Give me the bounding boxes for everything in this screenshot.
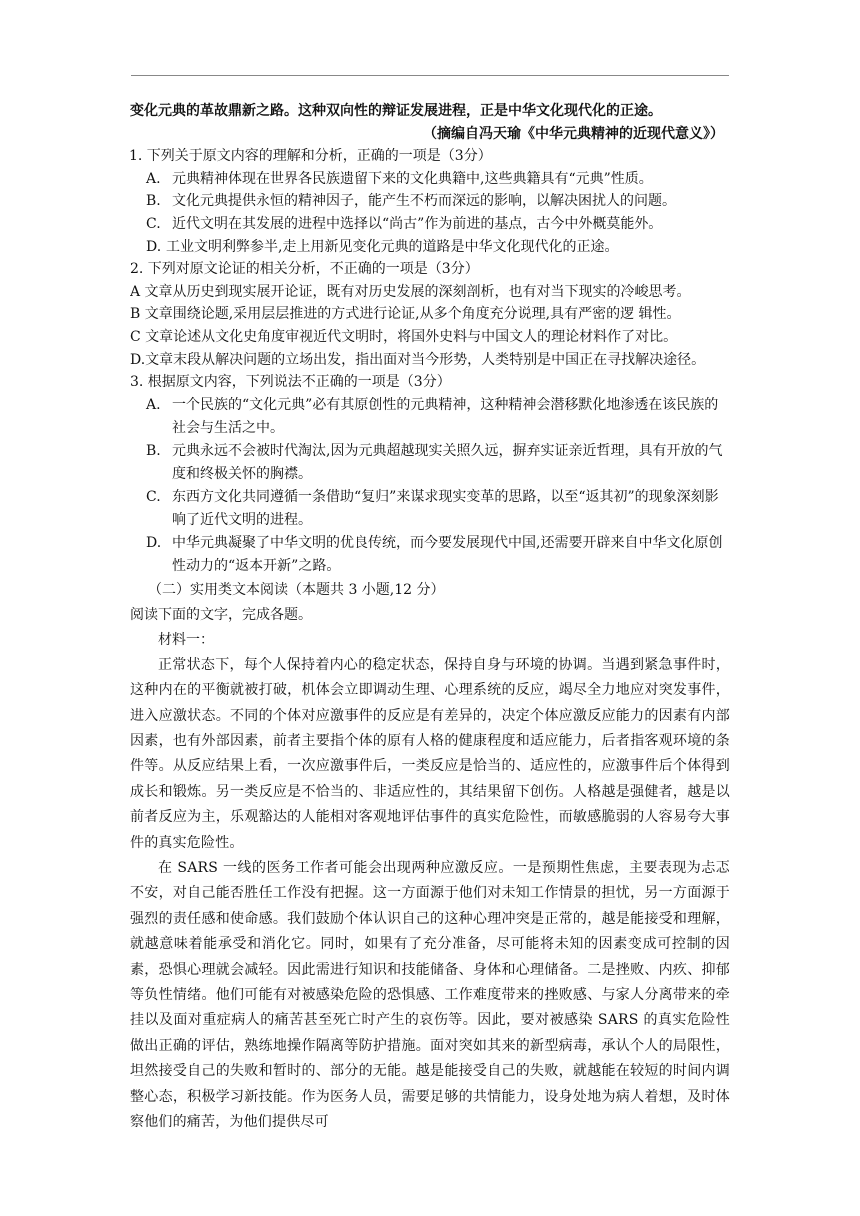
question-2-option-b: B 文章围绕论题,采用层层推进的方式进行论证,从多个角度充分说理,具有严密的逻 辑性。: [130, 306, 681, 323]
material-label: 材料一：: [158, 631, 214, 648]
option-label: B.: [146, 442, 161, 459]
question-3-option-b: [130, 440, 730, 486]
option-text: 一个民族的“文化元典”必有其原创性的元典精神，这种精神会潜移默化地渗透在该民族的社会与生活之中。: [172, 396, 719, 436]
option-text: 元典永远不会被时代淘汰,因为元典超越现实关照久远，摒弃实证亲近哲理，具有开放的气度和终极关怀的胸襟。: [172, 442, 723, 482]
option-text: 元典精神体现在世界各民族遗留下来的文化典籍中,这些典籍具有“元典”性质。: [172, 170, 653, 187]
question-3-option-a: [130, 394, 730, 440]
question-1-option-c: [130, 213, 730, 236]
question-3-stem: 3. 根据原文内容，下列说法不正确的一项是（3分）: [130, 374, 451, 391]
material-paragraph-1: 正常状态下，每个人保持着内心的稳定状态，保持自身与环境的协调。当遇到紧急事件时，这种内在的平衡就被打破，机体会立即调动生理、心理系统的反应，竭尽全力地应对突发事件，进入应激状态。不同的个体对应激事件的反应是有差异的，决定个体应激反应能力的因素有内部因素，也有外部因素，前者主要指个体的原有人格的健康程度和适应能力，后者指客观环境的条件等。从反应结果上看，一次应激事件后，一类反应是恰当的、适应性的，应激事件后个体得到成长和锻炼。另一类反应是不恰当的、非适应性的，其结果留下创伤。人格越是强健者，越是以前者反应为主，乐观豁达的人能相对客观地评估事件的真实危险性，而敏感脆弱的人容易夸大事件的真实危险性。: [130, 656, 730, 851]
option-label: A.: [146, 396, 161, 413]
option-label: C.: [146, 488, 161, 505]
option-label: D.: [146, 238, 162, 255]
header-rule: [131, 75, 729, 76]
question-1-option-a: [130, 168, 730, 191]
continuation-text: 变化元典的革故鼎新之路。这种双向性的辩证发展进程，正是中华文化现代化的正途。: [130, 103, 662, 119]
option-label: B.: [146, 193, 161, 210]
question-2-option-c: C 文章论述从文化史角度审视近代文明时，将国外史料与中国文人的理论材料作了对比。: [130, 328, 678, 345]
document-page: [130, 100, 730, 1135]
question-3-option-d: [130, 532, 730, 578]
question-1-stem: 1. 下列关于原文内容的理解和分析，正确的一项是（3分）: [129, 148, 492, 165]
option-text: 工业文明利弊参半,走上用新见变化元典的道路是中华文化现代化的正途。: [166, 238, 619, 255]
option-text: 文化元典提供永恒的精神因子，能产生不朽而深远的影响，以解决困扰人的问题。: [172, 193, 676, 210]
instruction-text: 阅读下面的文字，完成各题。: [130, 606, 312, 623]
option-label: A.: [146, 170, 161, 187]
option-label: C.: [146, 215, 161, 232]
option-text: 中华元典凝聚了中华文明的优良传统，而今要发展现代中国,还需要开辟来自中华文化原创性动力的“返本开新”之路。: [172, 534, 723, 574]
question-1-option-d: [130, 236, 730, 259]
option-text: 东西方文化共同遵循一条借助“复归”来谋求现实变革的思路，以至“返其初”的现象深刻影响了近代文明的进程。: [172, 488, 719, 528]
question-2-stem: 2. 下列对原文论证的相关分析，不正确的一项是（3分）: [130, 261, 479, 278]
option-label: D.: [146, 534, 162, 551]
question-2-option-a: A 文章从历史到现实展开论证，既有对历史发展的深刻剖析，也有对当下现实的冷峻思考。: [130, 283, 691, 300]
section-heading: （二）实用类文本阅读（本题共 3 小题,12 分）: [148, 581, 445, 598]
source-citation: （摘编自冯天瑜《中华元典精神的近现代意义》）: [423, 125, 724, 142]
question-2-option-d: D.文章末段从解决问题的立场出发，指出面对当今形势，人类特别是中国正在寻找解决途径。: [130, 351, 706, 368]
material-paragraph-2: 在 SARS 一线的医务工作者可能会出现两种应激反应。一是预期性焦虑，主要表现为忐忑不安，对自己能否胜任工作没有把握。这一方面源于他们对未知工作情景的担忧，另一方面源于强烈的责任感和使命感。我们鼓励个体认识自己的这种心理冲突是正常的，越是能接受和理解，就越意味着能承受和消化它。同时，如果有了充分准备，尽可能将未知的因素变成可控制的因素，恐惧心理就会减轻。因此需进行知识和技能储备、身体和心理储备。二是挫败、内疚、抑郁等负性情绪。他们可能有对被感染危险的恐惧感、工作难度带来的挫败感、与家人分离带来的牵挂以及面对重症病人的痛苦甚至死亡时产生的哀伤等。因此，要对被感染 SARS 的真实危险性做出正确的评估，熟练地操作隔离等防护措施。面对突如其来的新型病毒，承认个人的局限性，坦然接受自己的失败和暂时的、部分的无能。越是能接受自己的失败，就越能在较短的时间内调整心态，积极学习新技能。作为医务人员，需要足够的共情能力，设身处地为病人着想，及时体察他们的痛苦，为他们提供尽可: [130, 859, 730, 1131]
option-text: 近代文明在其发展的进程中选择以“尚古”作为前进的基点，古今中外概莫能外。: [172, 215, 663, 232]
question-1-option-b: [130, 190, 730, 213]
question-3-option-c: [130, 486, 730, 532]
